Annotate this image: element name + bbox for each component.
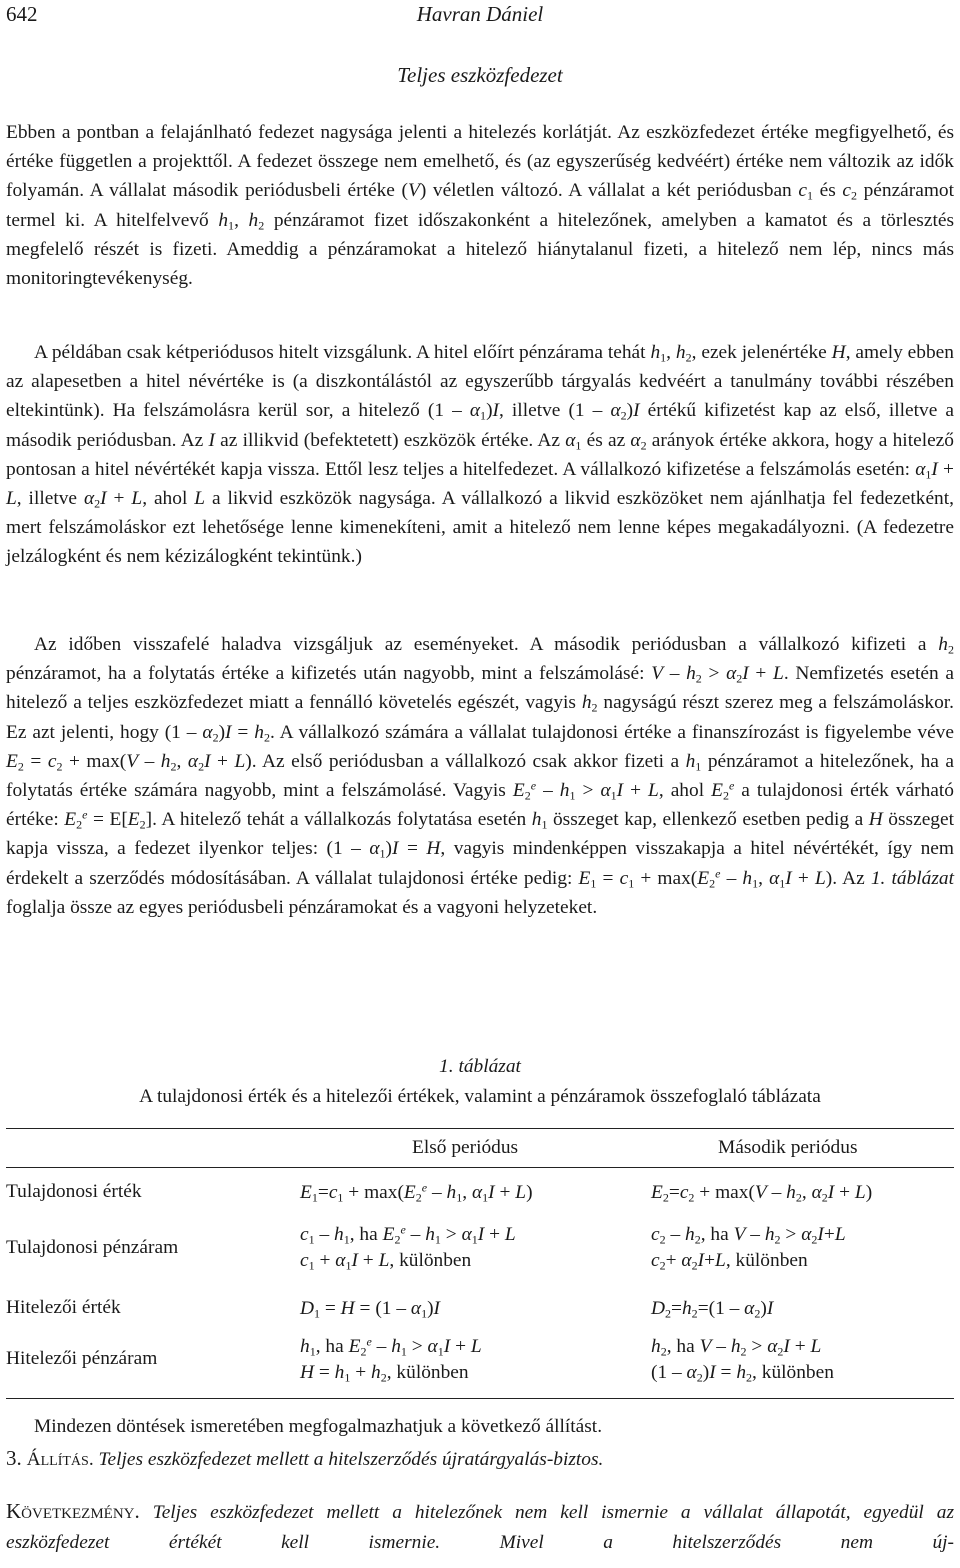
- table-header-rule: [6, 1167, 954, 1168]
- table-cell-creditor-value-p1: $D_1 = H = (1 - \alpha_1)I$: [300, 1298, 441, 1321]
- table-cell-owner-cashflow-p2: $c_2 - h_2$, ha $V - h_2 > \alpha_2I+L$ $c_2+ \alpha_2I+L$, különben: [651, 1224, 846, 1273]
- table-bottom-rule: [6, 1398, 954, 1399]
- proposition-label: Állítás.: [26, 1449, 94, 1470]
- body-paragraph-3: Az időben visszafelé haladva vizsgáljuk az eseményeket. A második periódusban a vállalkozó kifizeti a $h_2$ pénzáramot, ha a folytatás értéke a kifizetés után nagyobb, mint a felszámolásé: $V - h_2 > \alpha_2I + L$. Nemfizetés esetén a hitelező a teljes eszközfedezet miatt a fennálló követelés egészét, vagyis $h_2$ nagyságú részt szerez meg a felszámoláskor. Ez azt jelenti, hogy $(1 - \alpha_2)I = h_2$. A vállalkozó számára a vállalat tulajdonosi értéke a finanszírozást is figyelembe véve $E_2 = c_2 + \max(V - h_2$, $\alpha_2I + L$). Az első periódusban a vállalkozó csak akkor fizeti a $h_1$ pénzáramot a hitelezőnek, ha a folytatás értéke számára nagyobb, mint a felszámolásé. Vagyis $E_2^e - h_1 > \alpha_1I + L$, ahol $E_2^e$ a tulajdonosi érték várható értéke: $E_2^e = E[E_2]$. A hitelező tehát a vállalkozás folytatása esetén $h_1$ összeget kap, ellenkező esetben pedig a H összeget kapja vissza, a fedezet ilyenkor teljes: $(1 - \alpha_1)I = H$, vagyis mindenképpen visszakapja a hitel névértékét, így nem érdekelt a szerződés módosításában. A vállalat tulajdonosi értéke pedig: $E_1 = c_1 + \max(E_2^e - h_1$, $\alpha_1I + L$). Az 1. táblázat foglalja össze az egyes periódusbeli pénzáramokat és a vagyoni helyzeteket.: [6, 634, 955, 918]
- section-title: Teljes eszközfedezet: [397, 63, 563, 87]
- table-row-label-creditor-value: Hitelezői érték: [6, 1297, 121, 1318]
- table-row-label-owner-cashflow: Tulajdonosi pénzáram: [6, 1237, 179, 1258]
- proposition-number: 3.: [6, 1446, 22, 1470]
- table-row-label-creditor-cashflow: Hitelezői pénzáram: [6, 1348, 158, 1369]
- table-col-header-second-period: Második periódus: [718, 1137, 858, 1158]
- table-cell-creditor-cashflow-p2: $h_2$, ha $V - h_2 > \alpha_2I + L$ $(1 - \alpha_2)I = h_2$, különben: [651, 1336, 834, 1385]
- table-cell-owner-value-p2: $E_2=c_2 + \max(V - h_2$, $\alpha_2I + L$): [651, 1182, 873, 1205]
- table-col-header-first-period: Első periódus: [412, 1137, 519, 1158]
- table-top-rule: [6, 1128, 954, 1129]
- proposition: [6, 1446, 603, 1471]
- running-header-author: Havran Dániel: [416, 2, 544, 26]
- table-number: 1. táblázat: [439, 1056, 521, 1077]
- corollary-label: Következmény.: [6, 1499, 140, 1523]
- table-row-label-owner-value: Tulajdonosi érték: [6, 1181, 142, 1202]
- body-paragraph-1: Ebben a pontban a felajánlható fedezet nagysága jelenti a hitelezés korlátját. Az eszközfedezet értéke megfigyelhető, és értéke független a projekttől. A fedezet összege nem emelhető, és (az egyszerűség kedvéért) értéke nem változik az idők folyamán. A vállalat második periódusbeli értéke (V) véletlen változó. A vállalat a két periódusban $c_1$ és $c_2$ pénzáramot termel ki. A hitelfelvevő $h_1$, $h_2$ pénzáramot fizet időszakonként a hitelezőnek, amelyben a kamatot és a törlesztés megfelelő részét is fizeti. Ameddig a pénzáramokat a hitelező hiánytalanul fizeti, a hitelező nem lép, nincs más monitoringtevékenység.: [6, 122, 955, 290]
- closing-sentence: Mindezen döntések ismeretében megfogalmazhatjuk a következő állítást.: [34, 1416, 603, 1437]
- table-cell-creditor-cashflow-p1: $h_1$, ha $E_2^e - h_1 > \alpha_1I + L$ $H = h_1 + h_2$, különben: [300, 1334, 482, 1385]
- proposition-text: Teljes eszközfedezet mellett a hitelszerződés újratárgyalás-biztos.: [98, 1449, 604, 1470]
- corollary: Következmény. Teljes eszközfedezet mellett a hitelezőnek nem kell ismernie a vállalat állapotát, egyedül az eszközfedezet értékét kell ismernie. Mivel a hitelszerződés nem új-: [6, 1499, 954, 1553]
- body-paragraph-2: A példában csak kétperiódusos hitelt vizsgálunk. A hitel előírt pénzárama tehát $h_1$, $h_2$, ezek jelenértéke H, amely ebben az alapesetben a hitel névértéke is (a diszkontálástól az egyszerűbb tárgyalás kedvéért a tanulmány további részében eltekintünk). Ha felszámolásra kerül sor, a hitelező $(1 - \alpha_1)I$, illetve $(1 - \alpha_2)I$ értékű kifizetést kap az első, illetve a második periódusban. Az I az illikvid (befektetett) eszközök értéke. Az $\alpha_1$ és az $\alpha_2$ arányok értéke akkora, hogy a hitelező pontosan a hitel névértékét kapja vissza. Ettől lesz teljes a hitelfedezet. A vállalkozó kifizetése a felszámolás esetén: $\alpha_1I + L$, illetve $\alpha_2I + L$, ahol L a likvid eszközök nagysága. A vállalkozó a likvid eszközöket nem ajánlhatja fel fedezetként, mert felszámoláskor ezt lehetősége lenne kimenekíteni, amit a hitelező nem lenne képes megakadályozni. (A fedezetre jelzálogként és nem kézizálogként tekintünk.): [6, 342, 955, 568]
- table-cell-creditor-value-p2: $D_2=h_2=(1 - \alpha_2)I$: [651, 1298, 774, 1321]
- table-caption: A tulajdonosi érték és a hitelezői értékek, valamint a pénzáramok összefoglaló táblázata: [139, 1086, 821, 1107]
- table-cell-owner-value-p1: $E_1=c_1 + \max(E_2^e - h_1$, $\alpha_1I + L$): [300, 1180, 533, 1205]
- page-number: 642: [6, 2, 38, 26]
- table-cell-owner-cashflow-p1: $c_1 - h_1$, ha $E_2^e - h_1 > \alpha_1I + L$ $c_1 + \alpha_1I + L$, különben: [300, 1222, 516, 1273]
